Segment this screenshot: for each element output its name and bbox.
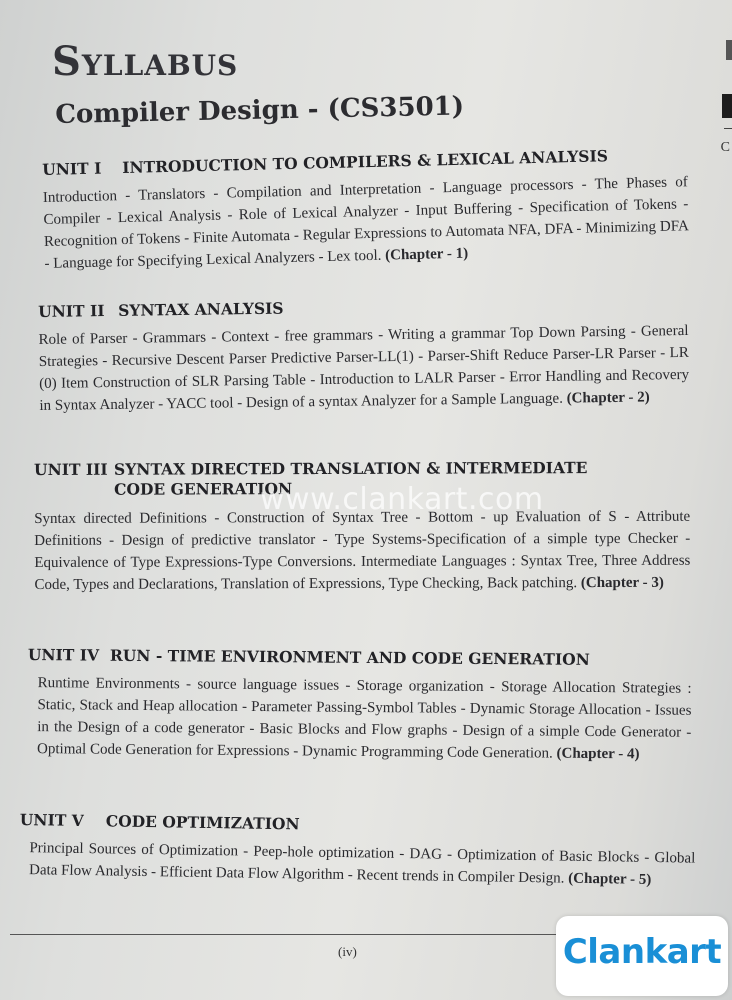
- unit-2-title: SYNTAX ANALYSIS: [117, 298, 284, 320]
- unit-4-number: UNIT IV: [27, 645, 100, 665]
- unit-2-section: [38, 293, 690, 417]
- page-number: (iv): [338, 944, 357, 959]
- unit-1-number: UNIT I: [42, 158, 102, 179]
- page-edge-fragment: C: [720, 140, 730, 155]
- unit-1-section: [42, 144, 690, 275]
- unit-2-description: Role of Parser - Grammars - Context - free grammars - Writing a grammar Top Down Parsing - General Strategies - Recursive Descent Parser Predictive Parser-LL(1) - Parser-Shift Reduce Parser-LR Parser - LR (0) Item Construction of SLR Parsing Table - Introduction to LALR Parser - Error Handling and Recovery in Syntax Analyzer - YACC tool - Design of a syntax Analyzer for a Sample Language.: [38, 322, 690, 414]
- unit-1-description: Introduction - Translators - Compilation and Interpretation - Language processors - The Phases of Compiler - Lexical Analysis - Role of Lexical Analyzer - Input Buffering - Specification of Tokens - Recognition of Tokens - Finite Automata - Regular Expressions to Automata NFA, DFA - Minimizing DFA - Language for Specifying Lexical Analyzers - Lex tool.: [42, 174, 690, 272]
- unit-3-section: [34, 458, 690, 596]
- unit-3-number: UNIT III: [34, 459, 108, 479]
- unit-4-description-block: [37, 672, 692, 766]
- unit-4-description: Runtime Environments - source language issues - Storage organization - Storage Allocation Strategies : Static, Stack and Heap allocation - Parameter Passing-Symbol Tables - Dynamic Storage Allocation - Issues in the Design of a code generator - Basic Blocks and Flow graphs - Design of a simple Code Generator - Optimal Code Generation for Expressions - Dynamic Programming Code Generation.: [37, 675, 692, 762]
- unit-5-heading: [20, 810, 696, 840]
- page-title: Syllabus: [52, 38, 239, 85]
- unit-1-chapter: (Chapter - 1): [384, 245, 469, 264]
- unit-2-description-block: [38, 320, 689, 417]
- unit-5-description-block: [29, 837, 696, 891]
- unit-4-title: RUN - TIME ENVIRONMENT AND CODE GENERATION: [109, 645, 590, 669]
- unit-5-section: [19, 810, 696, 892]
- unit-2-number: UNIT II: [38, 301, 105, 321]
- unit-1-title: INTRODUCTION TO COMPILERS & LEXICAL ANALYSIS: [121, 146, 609, 178]
- unit-2-heading: [38, 293, 688, 321]
- unit-4-heading: [28, 645, 692, 670]
- page-edge-mark: [726, 40, 732, 60]
- unit-3-title: SYNTAX DIRECTED TRANSLATION & INTERMEDIATE CODE GENERATION: [113, 458, 588, 499]
- unit-1-description-block: [43, 171, 690, 275]
- page-edge-rule: [724, 128, 732, 129]
- unit-2-chapter: (Chapter - 2): [566, 389, 650, 407]
- unit-3-chapter: (Chapter - 3): [580, 574, 664, 592]
- unit-4-section: [27, 645, 692, 766]
- watermark: www.clankart.com: [260, 482, 544, 517]
- subject-title: Compiler Design - (CS3501): [55, 91, 465, 130]
- footer-divider: [10, 934, 570, 935]
- clankart-logo: [556, 916, 728, 996]
- unit-5-chapter: (Chapter - 5): [568, 870, 652, 888]
- logo-text: Clankart: [562, 932, 722, 972]
- unit-3-description: Syntax directed Definitions - Construction of Syntax Tree - Bottom - up Evaluation of S - Attribute Definitions - Design of predictive translator - Type Systems-Specification of a simple type Checker - Equivalence of Type Expressions-Type Conversions. Intermediate Languages : Syntax Tree, Three Address Code, Types and Declarations, Translation of Expressions, Type Checking, Back patching.: [34, 508, 691, 593]
- unit-5-number: UNIT V: [19, 810, 84, 831]
- unit-5-title: CODE OPTIMIZATION: [105, 811, 300, 834]
- unit-3-description-block: [34, 506, 690, 596]
- page-edge-tab: [722, 94, 732, 118]
- unit-4-chapter: (Chapter - 4): [556, 745, 640, 763]
- unit-5-description: Principal Sources of Optimization - Peep-hole optimization - DAG - Optimization of Basic Blocks - Global Data Flow Analysis - Efficient Data Flow Algorithm - Recent trends in Compiler Design.: [28, 840, 696, 887]
